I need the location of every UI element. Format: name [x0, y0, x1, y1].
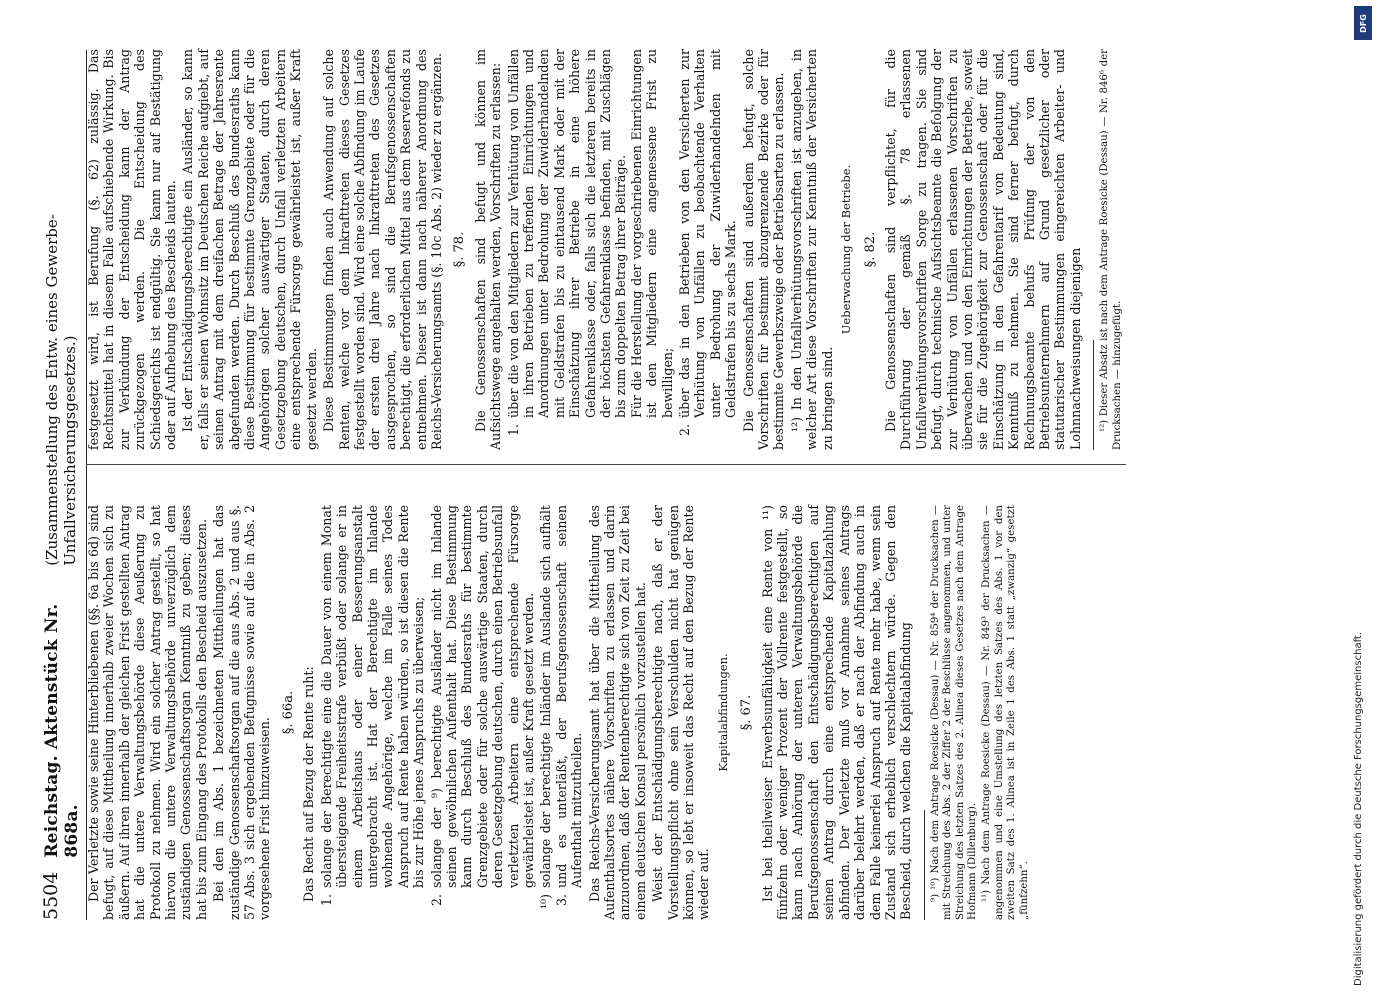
margin-strip [1351, 0, 1377, 1000]
paragraph: Das Recht auf Bezug der Rente ruht: [301, 666, 317, 902]
footnote: ¹¹) Nach dem Antrage Roesicke (Dessau) — Nr. 849³ der Drucksachen — angenommen und eine Umstellung des letzten Satzes des Abs. 1 vor den zweiten Satz des 1. Alinea ist in Zeile 1 des Abs. 1 statt „zwanzig“ gesetzt „fünfzehn“. [981, 505, 1030, 920]
footnote-divider [924, 810, 925, 920]
list-item [506, 49, 675, 450]
list-text: solange der ⁹) berechtigte Ausländer nicht im Inlande seinen gewöhnlichen Aufenthalt hat. Diese Bestimmung kann durch Beschluß des Bundesraths für bestimmte Grenzgebiete oder für solche auswärtige Staaten, durch deren Gesetzgebung deutschen, durch einen Betriebsunfall verletzten Arbeitern eine entsprechende Fürsorge gewährleistet ist, außer Kraft gesetzt werden. [428, 505, 536, 888]
paragraph: Weist der Entschädigungsberechtigte nach, daß er der Vorstellungspflicht ohne sein Verschulden nicht hat genügen können, so lebt er insoweit das Recht auf den Bezug der Rente wieder auf. [650, 505, 712, 920]
list-number: ¹⁰) 3. [538, 894, 569, 910]
section-heading: §. 78. [452, 231, 468, 268]
paragraph: Das Reichs-Versicherungsamt hat über die Mittheilung des Aufenthaltsortes nähere Vorschriften zu erlassen und darin anzuordnen, daß der Rentenberechtigte sich von Zeit zu Zeit bei einem deutschen Konsul persönlich vorzustellen hat. [586, 505, 648, 920]
page-header [40, 50, 87, 920]
paragraph: Der Verletzte sowie seine Hinterbliebenen (§§. 6a bis 6d) sind befugt, auf diese Mittheilung innerhalb zweier Wochen sich zu äußern. Auf ihren innerhalb der gleichen Frist gestellten Antrag hat die untere Verwaltungsbehörde diese Aeußerung zu Protokoll zu nehmen. Wird ein solcher Antrag gestellt, so hat hiervon die untere Verwaltungsbehörde unverzüglich dem zuständigen Genossenschaftsorgan Kenntniß zu geben; dieses hat bis zum Eingang des Protokolls den Bescheid auszusetzen. [86, 505, 209, 920]
list-text: solange der Berechtigte eine die Dauer von einem Monat übersteigende Freiheitsstrafe verbüßt oder solange er in einem Arbeitshaus oder einer Besserungsanstalt untergebracht ist. Hat der Berechtigte im Inlande wohnende Angehörige, welche im Falle seines Todes Anspruch auf Rente haben würden, so ist diesen die Rente bis zur Höhe jenes Anspruchs zu überweisen; [318, 505, 427, 888]
right-column [86, 49, 1126, 465]
left-column [86, 505, 1033, 920]
list-number: 1. [505, 424, 521, 437]
list-text: über die von den Mitgliedern zur Verhütung von Unfällen in ihren Betrieben zu treffenden Einrichtungen und Anordnungen unter Bedrohung der Zuwiderhandelnden mit Geldstrafen bis zu eintausend Mark oder mit der Einschätzung ihrer Betriebe in eine höhere Gefahrenklasse oder, falls sich die letzteren bereits in der höchsten Gefahrenklasse befinden, mit Zuschlägen bis zum doppelten Betrag ihrer Beiträge. [505, 49, 629, 418]
list-number: 2. [428, 894, 444, 907]
section-heading: §. 82. [862, 231, 878, 268]
running-subtitle: (Zusammenstellung des Entw. eines Gewerbe-Unfallversicherungsgesetzes.) [43, 214, 79, 566]
list-text: über das in den Betrieben von den Versicherten zur Verhütung von Unfällen zu beobachtende Verhalten unter Bedrohung der Zuwiderhandelnden mit Geldstrafen bis zu sechs Mark. [677, 49, 739, 418]
list-item [319, 505, 427, 920]
paragraph: festgesetzt wird, ist Berufung (§. 62) zulässig. Das Rechtsmittel hat in diesem Falle aufschiebende Wirkung. Bis zur Verkündung der Entscheidung kann der Antrag zurückgezogen werden. Die Entscheidung des Schiedsgerichts ist endgültig. Sie kann nur auf Bestätigung oder auf Aufhebung des Bescheids lauten. [86, 49, 179, 450]
footnote: ¹²) Dieser Absatz ist nach dem Antrage Roesicke (Dessau) — Nr. 846⁶ der Drucksachen — hinzugefügt. [1099, 49, 1123, 450]
list-item [538, 505, 584, 920]
paragraph: Die Genossenschaften sind verpflichtet, für die Durchführung der gemäß §. 78 erlassenen Unfallverhütungsvorschriften Sorge zu tragen. Sie sind befugt, durch technische Aufsichtsbeamte die Befolgung der zur Verhütung von Unfällen erlassenen Vorschriften zu überwachen und von den Einrichtungen der Betriebe, soweit sie für die Zugehörigkeit zur Genossenschaft oder für die Einschätzung in den Gefahrentarif von Bedeutung sind, Kenntniß zu nehmen. Sie sind ferner befugt, durch Rechnungsbeamte behufs Prüfung der von den Betriebsunternehmern auf Grund gesetzlicher oder statutarischer Bestimmungen eingereichten Arbeiter- und Lohnnachweisungen diejenigen [882, 49, 1083, 450]
footnote-divider [1093, 340, 1094, 450]
paragraph: ¹²) In den Unfallverhütungsvorschriften ist anzugeben, in welcher Art diese Vorschriften zur Kenntniß der Versicherten zu bringen sind. [788, 49, 835, 450]
section-heading: §. 66a. [280, 690, 296, 735]
digitization-note: Digitalisierung gefördert durch die Deutsche Forschungsgemeinschaft. [1353, 631, 1364, 986]
page-number: 5504 [40, 871, 62, 920]
dfg-logo [1354, 6, 1372, 40]
paragraph: Diese Bestimmungen finden auch Anwendung auf solche Renten, welche vor dem Inkrafttreten dieses Gesetzes festgestellt worden sind. Wird eine solche Abfindung im Laufe der ersten drei Jahre nach Inkrafttreten des Gesetzes ausgesprochen, so sind die Berufsgenossenschaften berechtigt, die erforderlichen Mittel aus dem Reservefonds zu entnehmen. Dieser ist dann nach näherer Anordnung des Reichs-Versicherungsamts (§. 10c Abs. 2) wieder zu ergänzen. [321, 49, 444, 450]
paragraph: Bei den im Abs. 1 bezeichneten Mittheilungen hat das zuständige Genossenschaftsorgan auf die aus Abs. 2 und aus §. 57 Abs. 3 sich ergebenden Befugnisse sowie auf die in Abs. 2 vorgesehene Frist hinzuweisen. [211, 505, 273, 920]
paragraph: Die Genossenschaften sind befugt und können im Aufsichtswege angehalten werden, Vorschriften zu erlassen: [472, 49, 504, 450]
section-heading: §. 67. [739, 694, 755, 731]
footnote: ⁹) ¹⁰) Nach dem Antrage Roesicke (Dessau) — Nr. 859⁴ der Drucksachen — mit Streichung des Abs. 2 der Ziffer 2 der Beschlüsse angenommen, und unter Streichung des letzten Satzes des 2. Alinea dieses Gesetzes nach dem Antrage Hofmann (Dillenburg). [929, 505, 978, 920]
list-number: 1. [318, 894, 334, 907]
list-text: Für die Herstellung der vorgeschriebenen Einrichtungen ist den Mitgliedern eine angemessene Frist zu bewilligen; [628, 49, 675, 418]
list-text: solange der berechtigte Inländer im Auslande sich aufhält und es unterläßt, der Berufsgenossenschaft seinen Aufenthalt mitzutheilen. [538, 505, 585, 888]
paragraph: Die Genossenschaften sind außerdem befugt, solche Vorschriften für bestimmt abzugrenzende Bezirke oder für bestimmte Gewerbszweige oder Betriebsarten zu erlassen. [740, 49, 787, 450]
subheading: Ueberwachung der Betriebe. [839, 164, 854, 335]
dfg-logo-text: DFG [1358, 13, 1368, 33]
list-text-block [506, 49, 675, 418]
list-number: 2. [677, 424, 693, 437]
subheading: Kapitalabfindungen. [715, 653, 730, 772]
list-item [677, 49, 739, 450]
paragraph: Ist der Entschädigungsberechtigte ein Ausländer, so kann er, falls er seinen Wohnsitz im Deutschen Reiche aufgiebt, auf seinen Antrag mit dem dreifachen Betrage der Jahresrente abgefunden werden. Durch Beschluß des Bundesraths kann diese Bestimmung für bestimmte Grenzgebiete oder für die Angehörigen solcher auswärtiger Staaten, durch deren Gesetzgebung deutschen, durch Unfall verletzten Arbeitern eine entsprechende Fürsorge gewährleistet ist, außer Kraft gesetzt werden. [180, 49, 319, 450]
list-item [429, 505, 537, 920]
running-title: Reichstag. Aktenstück Nr. 868a. [42, 603, 82, 858]
paragraph: Ist bei theilweiser Erwerbsunfähigkeit eine Rente von ¹¹) fünfzehn oder weniger Prozent der Vollrente festgestellt, so kann nach Anhörung der unteren Verwaltungsbehörde die Berufsgenossenschaft den Entschädigungsberechtigten auf seinen Antrag durch eine entsprechende Kapitalzahlung abfinden. Der Verletzte muß vor Annahme seines Antrags darüber belehrt werden, daß er nach der Abfindung auch in dem Falle keinerlei Anspruch auf Rente mehr habe, wenn sein Zustand sich erheblich verschlechtern würde. Gegen den Bescheid, durch welchen die Kapitalabfindung [759, 505, 914, 920]
